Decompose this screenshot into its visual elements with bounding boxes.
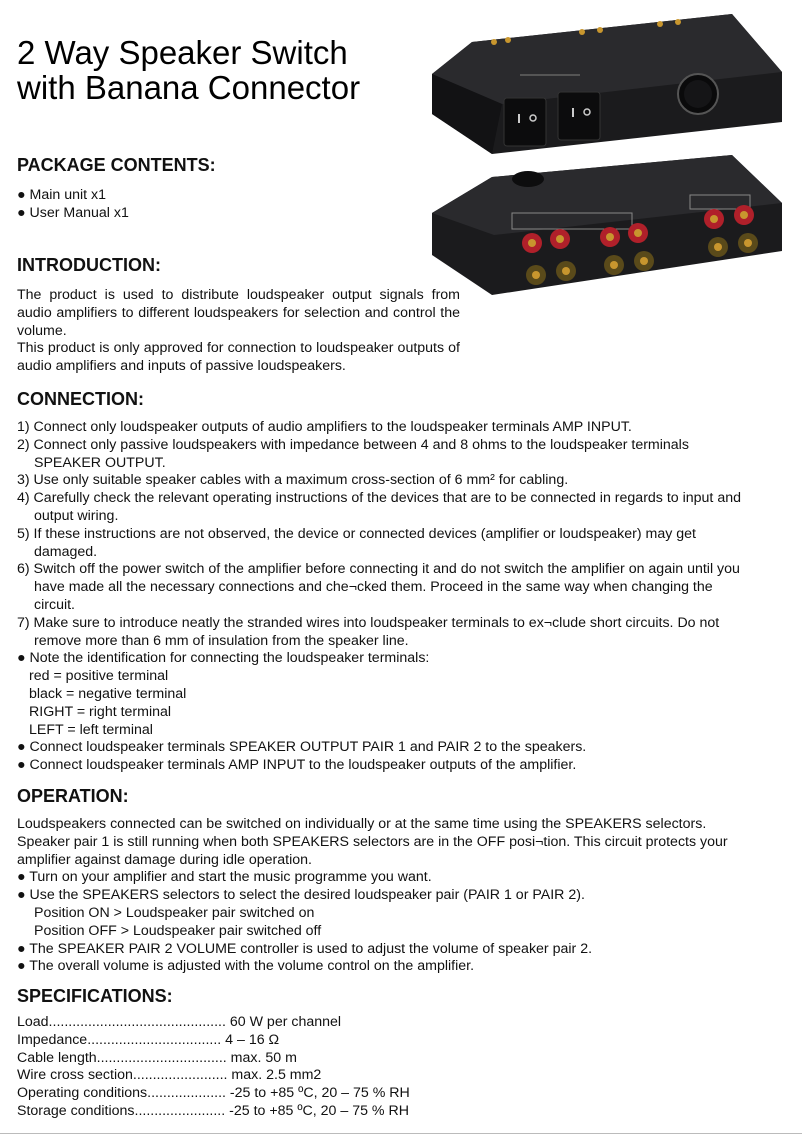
connection-line: 3) Use only suitable speaker cables with a maximum cross-section of 6 mm² for cabling. bbox=[17, 472, 569, 489]
operation-line: ● The SPEAKER PAIR 2 VOLUME controller is used to adjust the volume of speaker pair 2. bbox=[17, 940, 593, 957]
terminal-identification: red = positive terminal bbox=[29, 668, 169, 685]
terminal-identification: RIGHT = right terminal bbox=[29, 703, 172, 720]
spec-line: Storage conditions....................... -25 to +85 ºC, 20 – 75 % RH bbox=[17, 1102, 409, 1119]
connection-line: 2) Connect only passive loudspeakers with impedance between 4 and 8 ohms to the loudspeaker terminals bbox=[17, 436, 689, 453]
connection-line: SPEAKER OUTPUT. bbox=[34, 454, 166, 471]
spec-line: Cable length................................. max. 50 m bbox=[17, 1049, 297, 1066]
page-bottom-rule bbox=[0, 1133, 802, 1134]
specifications-heading: SPECIFICATIONS: bbox=[17, 986, 173, 1006]
terminal-identification: LEFT = left terminal bbox=[29, 721, 153, 738]
connection-line: damaged. bbox=[34, 543, 98, 560]
introduction-text bbox=[17, 287, 460, 376]
package-contents-list bbox=[17, 187, 129, 223]
connection-line: have made all the necessary connections and che¬cked them. Proceed in the same way when changing the bbox=[34, 579, 713, 596]
spec-line: Impedance.................................. 4 – 16 Ω bbox=[17, 1031, 280, 1048]
operation-line: ● Turn on your amplifier and start the music programme you want. bbox=[17, 869, 432, 886]
connection-list bbox=[17, 419, 741, 775]
specifications-list bbox=[17, 1014, 410, 1121]
connection-line: 6) Switch off the power switch of the amplifier before connecting it and do not switch the amplifier on again until you bbox=[17, 561, 740, 578]
connection-line: output wiring. bbox=[34, 507, 119, 524]
operation-line: Position OFF > Loudspeaker pair switched off bbox=[34, 922, 322, 939]
connection-line: remove more than 6 mm of insulation from the speaker line. bbox=[34, 632, 409, 649]
connection-line: ● Connect loudspeaker terminals SPEAKER OUTPUT PAIR 1 and PAIR 2 to the speakers. bbox=[17, 739, 587, 756]
operation-line: Speaker pair 1 is still running when both SPEAKERS selectors are in the OFF posi¬tion. This circuit protects your bbox=[17, 833, 728, 850]
spec-line: Operating conditions.................... -25 to +85 ºC, 20 – 75 % RH bbox=[17, 1085, 410, 1102]
connection-line: 5) If these instructions are not observed, the device or connected devices (amplifier or loudspeaker) may get bbox=[17, 525, 696, 542]
operation-list bbox=[17, 816, 728, 976]
operation-line: ● The overall volume is adjusted with the volume control on the amplifier. bbox=[17, 958, 475, 975]
title-line-2: with Banana Connector bbox=[17, 69, 361, 106]
introduction-heading: INTRODUCTION: bbox=[17, 255, 161, 275]
connection-line: 4) Carefully check the relevant operating instructions of the devices that are to be connected in regards to input and bbox=[17, 490, 741, 507]
connection-line: circuit. bbox=[34, 596, 75, 613]
connection-line: ● Note the identification for connecting the loudspeaker terminals: bbox=[17, 650, 430, 667]
document-title bbox=[17, 35, 427, 105]
operation-line: amplifier against damage during idle operation. bbox=[17, 851, 312, 868]
operation-line: Position ON > Loudspeaker pair switched on bbox=[34, 904, 315, 921]
operation-line: Loudspeakers connected can be switched on individually or at the same time using the SPEAKERS selectors. bbox=[17, 816, 707, 832]
title-line-1: 2 Way Speaker Switch bbox=[17, 34, 348, 71]
operation-line: ● Use the SPEAKERS selectors to select the desired loudspeaker pair (PAIR 1 or PAIR 2). bbox=[17, 887, 585, 904]
introduction-paragraph: This product is only approved for connection to loudspeaker outputs of audio amplifiers and inputs of passive loudspeakers. bbox=[17, 340, 460, 375]
spec-line: Wire cross section........................ max. 2.5 mm2 bbox=[17, 1067, 322, 1084]
package-item: ● User Manual x1 bbox=[17, 204, 129, 221]
operation-heading: OPERATION: bbox=[17, 786, 129, 806]
terminal-identification: black = negative terminal bbox=[29, 685, 187, 702]
product-photo-rear bbox=[432, 155, 784, 297]
connection-heading: CONNECTION: bbox=[17, 389, 144, 409]
connection-line: 1) Connect only loudspeaker outputs of audio amplifiers to the loudspeaker terminals AMP INPUT. bbox=[17, 419, 632, 435]
connection-line: ● Connect loudspeaker terminals AMP INPUT to the loudspeaker outputs of the amplifier. bbox=[17, 757, 577, 774]
introduction-paragraph: The product is used to distribute loudspeaker output signals from audio amplifiers to different loudspeakers for selection and control the volume. bbox=[17, 287, 460, 339]
product-photo-front bbox=[432, 12, 784, 154]
package-contents-heading: PACKAGE CONTENTS: bbox=[17, 155, 216, 175]
connection-line: 7) Make sure to introduce neatly the stranded wires into loudspeaker terminals to ex¬clude short circuits. Do not bbox=[17, 614, 720, 631]
package-item: ● Main unit x1 bbox=[17, 187, 107, 203]
spec-line: Load............................................. 60 W per channel bbox=[17, 1014, 342, 1030]
